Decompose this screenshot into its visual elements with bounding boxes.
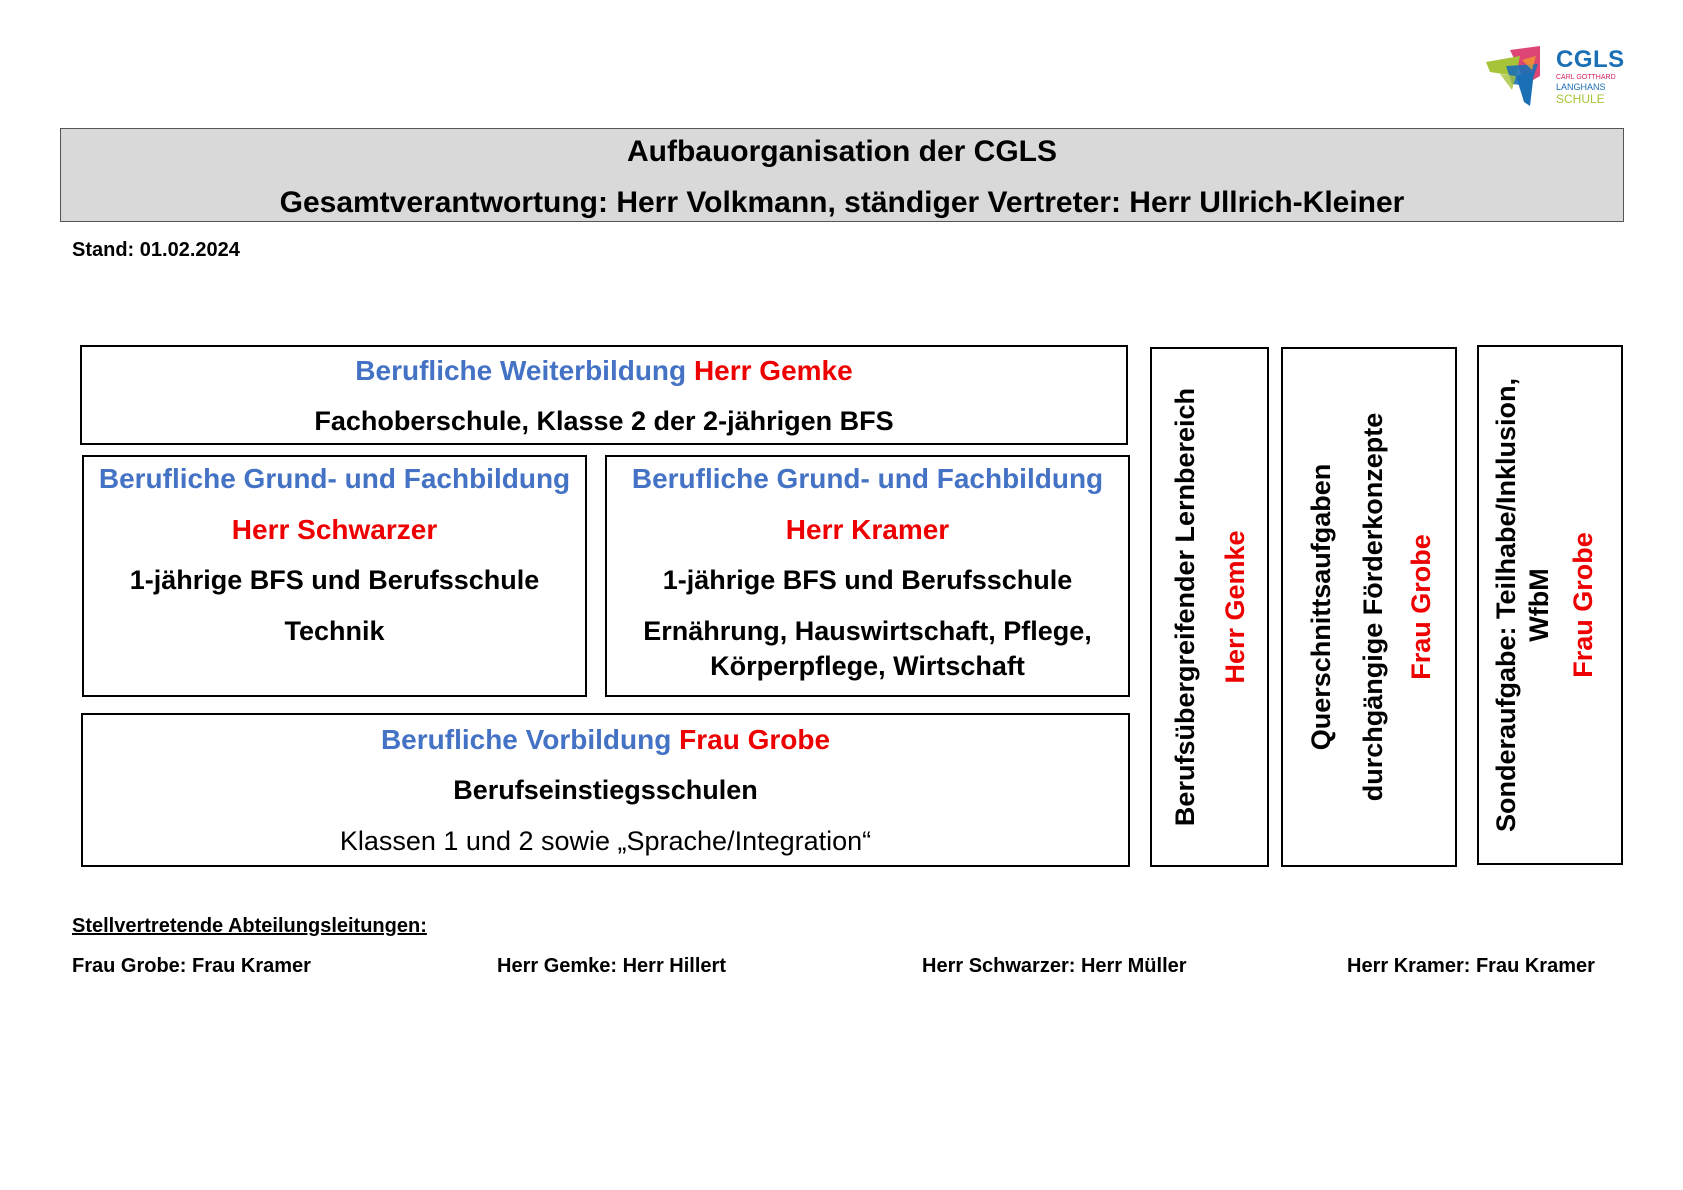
department-lead: Herr Kramer [785,514,950,545]
logo-line3: SCHULE [1556,92,1605,106]
side-box-text: Sonderaufgabe: Teilhabe/Inklusion, [1491,377,1521,833]
deputies-heading: Stellvertretende Abteilungsleitungen: [72,915,427,937]
date-stamp: Stand: 01.02.2024 [72,239,240,261]
department-detail: Ernährung, Hauswirtschaft, Pflege, [643,616,1092,646]
department-name: Berufliche Grund- und Fachbildung [98,463,571,494]
deputy-entry: Frau Grobe: Frau Kramer [72,955,311,977]
department-detail: 1-jährige BFS und Berufsschule [129,565,540,595]
side-box-lead: Herr Gemke [1219,530,1250,684]
side-box-text: Querschnittsaufgaben [1306,463,1336,751]
logo-abbr: CGLS [1556,46,1625,73]
department-detail: Körperpflege, Wirtschaft [710,651,1025,681]
side-box-querschnitt [1281,347,1457,867]
logo-mark-icon [1486,46,1550,108]
department-box-kramer [605,455,1130,697]
logo-line1: CARL GOTTHARD [1556,74,1616,81]
deputy-entry: Herr Kramer: Frau Kramer [1347,955,1595,977]
department-heading [82,355,1126,387]
department-lead: Herr Schwarzer [231,514,438,545]
department-detail: Fachoberschule, Klasse 2 der 2-jährigen BFS [314,406,894,436]
department-detail: 1-jährige BFS und Berufsschule [662,565,1073,595]
side-box-lernbereich [1150,347,1269,867]
department-name: Berufliche Vorbildung [380,724,672,755]
department-lead: Herr Gemke [693,355,853,386]
page-title: Aufbauorganisation der CGLS [626,135,1058,168]
department-box-schwarzer [82,455,587,697]
department-detail: Klassen 1 und 2 sowie „Sprache/Integration“ [339,826,872,856]
department-name: Berufliche Grund- und Fachbildung [631,463,1104,494]
department-detail: Berufseinstiegsschulen [453,775,758,805]
deputy-entry: Herr Schwarzer: Herr Müller [922,955,1187,977]
header-banner [60,128,1624,222]
department-box-weiterbildung [80,345,1128,445]
department-box-vorbildung [81,713,1130,867]
logo-line2: LANGHANS [1556,82,1606,92]
page-subtitle: Gesamtverantwortung: Herr Volkmann, ständiger Vertreter: Herr Ullrich-Kleiner [279,186,1405,219]
department-lead: Frau Grobe [679,724,831,755]
department-detail: Technik [284,616,385,646]
department-name: Berufliche Weiterbildung [355,355,687,386]
side-box-lead: Frau Grobe [1568,532,1598,678]
school-logo [1486,46,1626,108]
side-box-lead: Frau Grobe [1406,534,1436,680]
side-box-text: durchgängige Förderkonzepte [1358,412,1388,802]
side-box-text: Berufsübergreifender Lernbereich [1169,387,1200,827]
side-box-sonderaufgabe [1477,345,1623,865]
deputy-entry: Herr Gemke: Herr Hillert [497,955,726,977]
side-box-text: WfbM [1524,568,1554,642]
department-heading [83,724,1128,756]
